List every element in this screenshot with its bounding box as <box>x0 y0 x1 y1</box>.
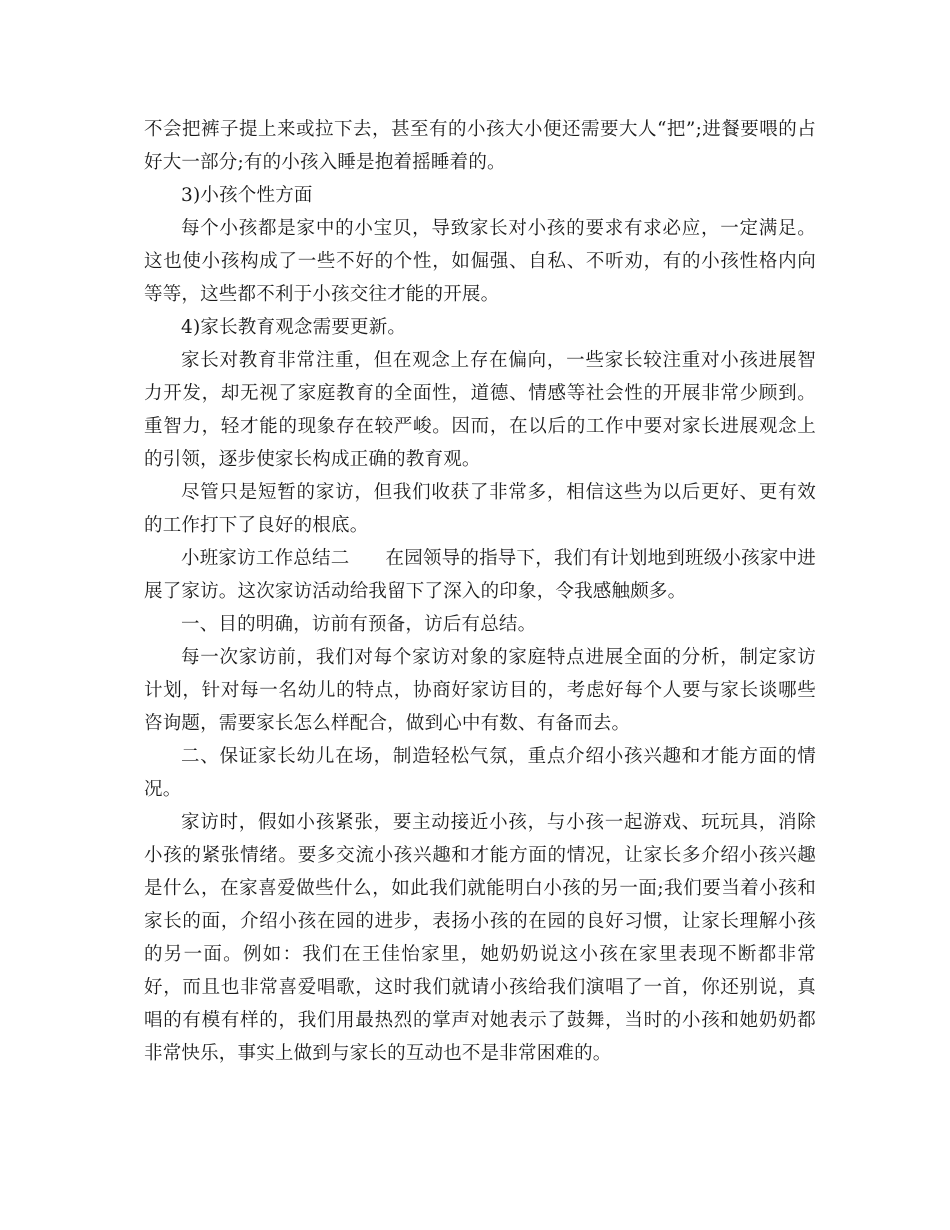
paragraph-conclusion: 尽管只是短暂的家访，但我们收获了非常多，相信这些为以后更好、更有效的工作打下了良好的根底。 <box>144 482 816 536</box>
summary-two-title: 小班家访工作总结二 <box>181 548 350 569</box>
paragraph-continued: 不会把裤子提上来或拉下去，甚至有的小孩大小便还需要大人“把”;进餐要喂的占好大一部分;有的小孩入睡是抱着摇睡着的。 <box>144 119 816 173</box>
summary-two-body: 在园领导的指导下，我们有计划地到班级小孩家中进展了家访。这次家访活动给我留下了深入的印象，令我感触颇多。 <box>144 548 816 602</box>
section-heading-personality: 3)小孩个性方面 <box>181 185 313 206</box>
paragraph-home-visit: 家访时，假如小孩紧张，要主动接近小孩，与小孩一起游戏、玩玩具，消除小孩的紧张情绪。要多交流小孩兴趣和才能方面的情况，让家长多介绍小孩兴趣是什么，在家喜爱做些什么，如此我们就能明白小孩的另一面;我们要当着小孩和家长的面，介绍小孩在园的进步，表扬小孩的在园的良好习惯，让家长理解小孩的另一面。例如：我们在王佳怡家里，她奶奶说这小孩在家里表现不断都非常好，而且也非常喜爱唱歌，这时我们就请小孩给我们演唱了一首，你还别说，真唱的有模有样的，我们用最热烈的掌声对她表示了鼓舞，当时的小孩和她奶奶都非常快乐，事实上做到与家长的互动也不是非常困难的。 <box>144 812 816 1064</box>
document-body <box>144 113 816 1070</box>
section-heading-presence: 二、保证家长幼儿在场，制造轻松气氛，重点介绍小孩兴趣和才能方面的情况。 <box>144 746 816 800</box>
paragraph-purpose: 每一次家访前，我们对每个家访对象的家庭特点进展全面的分析，制定家访计划，针对每一名幼儿的特点，协商好家访目的，考虑好每个人要与家长谈哪些咨询题，需要家长怎么样配合，做到心中有数、有备而去。 <box>144 647 816 734</box>
paragraph-parent-education: 家长对教育非常注重，但在观念上存在偏向，一些家长较注重对小孩进展智力开发，却无视了家庭教育的全面性，道德、情感等社会性的开展非常少顾到。重智力，轻才能的现象存在较严峻。因而，在以后的工作中要对家长进展观念上的引领，逐步使家长构成正确的教育观。 <box>144 350 816 470</box>
paragraph-personality: 每个小孩都是家中的小宝贝，导致家长对小孩的要求有求必应，一定满足。这也使小孩构成了一些不好的个性，如倔强、自私、不听劝，有的小孩性格内向等等，这些都不利于小孩交往才能的开展。 <box>144 218 816 305</box>
section-heading-purpose: 一、目的明确，访前有预备，访后有总结。 <box>181 614 537 635</box>
paragraph-summary-two <box>144 542 816 608</box>
section-heading-parent-education: 4)家长教育观念需要更新。 <box>181 317 407 338</box>
